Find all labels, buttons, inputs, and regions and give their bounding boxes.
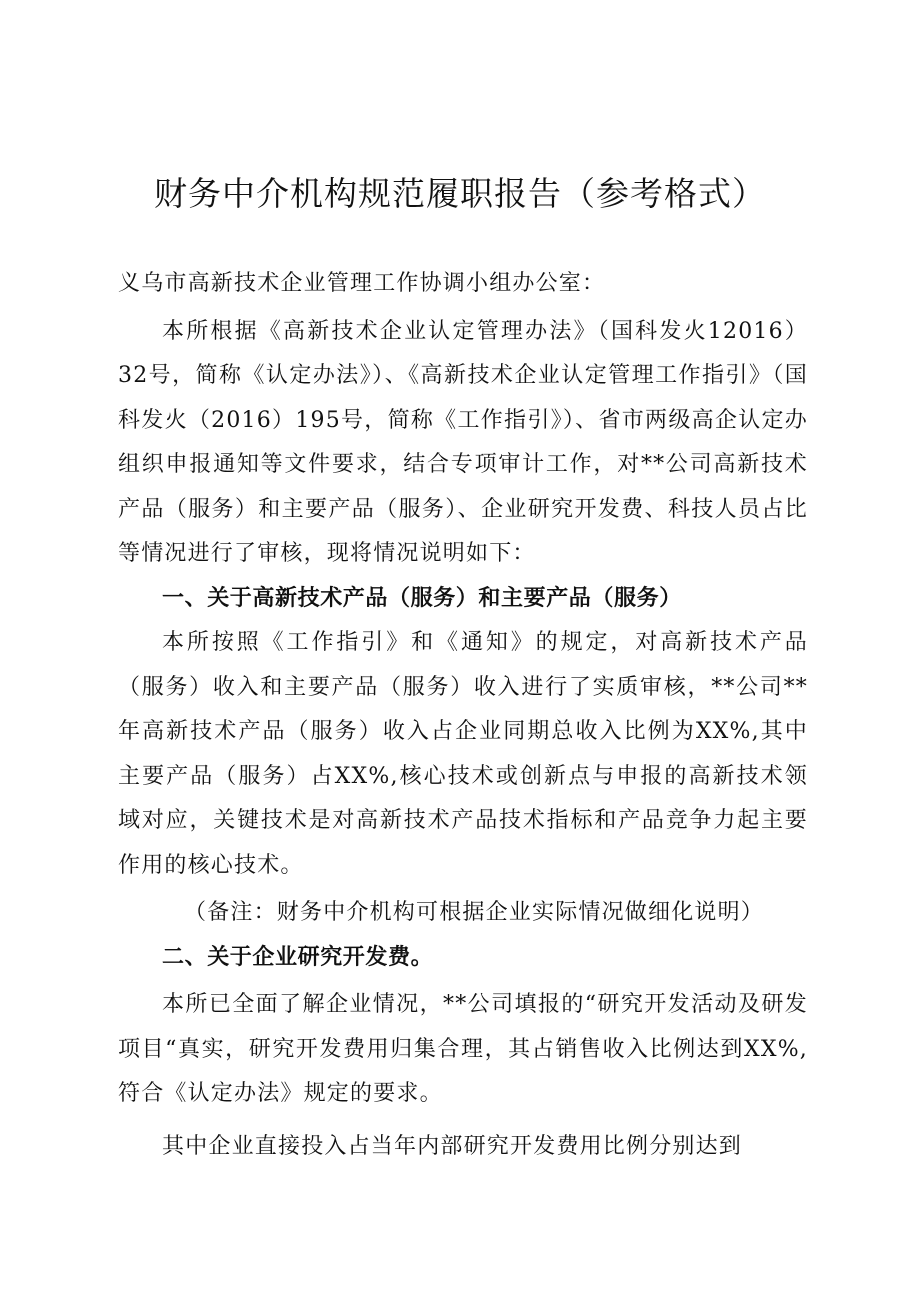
section-2-heading: 二、关于企业研究开发费。 <box>162 944 434 970</box>
document-body <box>118 262 808 1169</box>
intro-paragraph: 本所根据《高新技术企业认定管理办法》（国科发火12016）32号，简称《认定办法》）、《高新技术企业认定管理工作指引》（国科发火（2016）195号，简称《工作指引》）、省市两级高企认定办组织申报通知等文件要求，结合专项审计工作，对**公司高新技术产品（服务）和主要产品（服务）、企业研究开发费、科技人员占比等情况进行了审核，现将情况说明如下： <box>118 318 808 566</box>
salutation: 义乌市高新技术企业管理工作协调小组办公室： <box>118 271 606 296</box>
section-1-heading: 一、关于高新技术产品（服务）和主要产品（服务） <box>162 585 682 611</box>
document-title: 财务中介机构规范履职报告（参考格式） <box>154 174 766 213</box>
section-1-paragraph: 本所按照《工作指引》和《通知》的规定，对高新技术产品（服务）收入和主要产品（服务）收入进行了实质审核，**公司**年高新技术产品（服务）收入占企业同期总收入比例为XX%,其中主要产品（服务）占XX%,核心技术或创新点与申报的高新技术领域对应，关键技术是对高新技术产品技术指标和产品竞争力起主要作用的核心技术。 <box>118 630 808 878</box>
section-1-note: （备注：财务中介机构可根据企业实际情况做细化说明） <box>184 900 765 925</box>
section-2-paragraph: 本所已全面了解企业情况，**公司填报的“研究开发活动及研发项目“真实，研究开发费用归集合理，其占销售收入比例达到XX%,符合《认定办法》规定的要求。 <box>118 992 808 1106</box>
section-2-paragraph-continued: 其中企业直接投入占当年内部研究开发费用比例分别达到 <box>162 1133 743 1159</box>
